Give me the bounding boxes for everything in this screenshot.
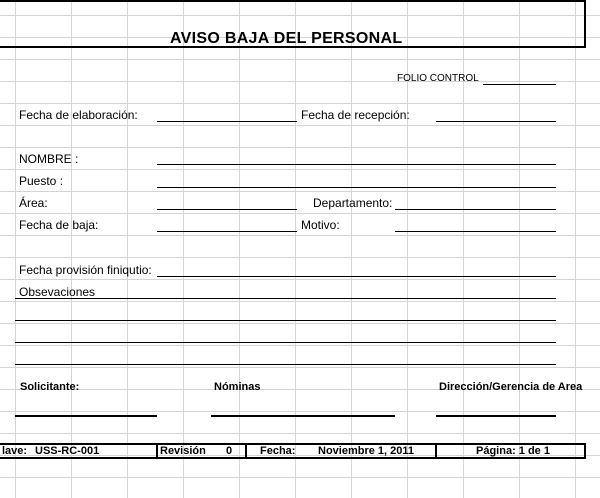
footer-divider-2	[245, 443, 247, 459]
footer-divider-4	[584, 443, 586, 459]
fecha-provision-label: Fecha provisión finiqutio:	[19, 263, 152, 277]
area-field[interactable]	[157, 209, 297, 210]
nombre-label: NOMBRE :	[19, 152, 79, 166]
footer-clave-value: USS-RC-001	[35, 445, 100, 457]
fecha-provision-field[interactable]	[157, 276, 556, 277]
fecha-elaboracion-label: Fecha de elaboración:	[19, 108, 138, 122]
title-right-border	[584, 0, 586, 48]
observaciones-line-1[interactable]	[15, 298, 556, 299]
nominas-label: Nóminas	[214, 381, 261, 393]
fecha-baja-field[interactable]	[157, 231, 297, 232]
footer-clave-label: lave:	[2, 445, 28, 457]
footer-fecha-value: Noviembre 1, 2011	[318, 445, 415, 457]
footer-pagina: Página: 1 de 1	[476, 445, 550, 457]
form-title: AVISO BAJA DEL PERSONAL	[170, 30, 403, 47]
puesto-label: Puesto :	[19, 174, 64, 188]
motivo-label: Motivo:	[301, 218, 340, 232]
observaciones-label: Obsevaciones	[19, 285, 96, 299]
departamento-label: Departamento:	[313, 196, 393, 210]
fecha-baja-label: Fecha de baja:	[19, 218, 99, 232]
footer-divider-3	[435, 443, 437, 459]
area-label: Área:	[19, 196, 48, 210]
fecha-recepcion-label: Fecha de recepción:	[301, 108, 410, 122]
fecha-recepcion-field[interactable]	[436, 121, 556, 122]
footer-revision-value: 0	[226, 445, 233, 457]
title-top-border	[0, 0, 586, 2]
observaciones-line-2[interactable]	[15, 320, 556, 321]
direccion-signature-line[interactable]	[436, 415, 556, 417]
nominas-signature-line[interactable]	[211, 415, 395, 417]
observaciones-line-4[interactable]	[15, 364, 556, 365]
fecha-elaboracion-field[interactable]	[157, 121, 297, 122]
solicitante-label: Solicitante:	[20, 381, 80, 393]
solicitante-signature-line[interactable]	[15, 415, 157, 417]
direccion-gerencia-label: Dirección/Gerencia de Area	[439, 381, 583, 393]
footer-bottom-border	[0, 457, 586, 459]
motivo-field[interactable]	[395, 231, 556, 232]
departamento-field[interactable]	[395, 209, 556, 210]
footer-revision-label: Revisión	[160, 445, 206, 457]
nombre-field[interactable]	[157, 164, 556, 165]
footer-divider-1	[156, 443, 158, 459]
observaciones-line-3[interactable]	[15, 342, 556, 343]
folio-control-field[interactable]	[483, 84, 556, 85]
puesto-field[interactable]	[157, 187, 556, 188]
folio-control-label: FOLIO CONTROL	[397, 73, 479, 84]
footer-fecha-label: Fecha:	[260, 445, 296, 457]
